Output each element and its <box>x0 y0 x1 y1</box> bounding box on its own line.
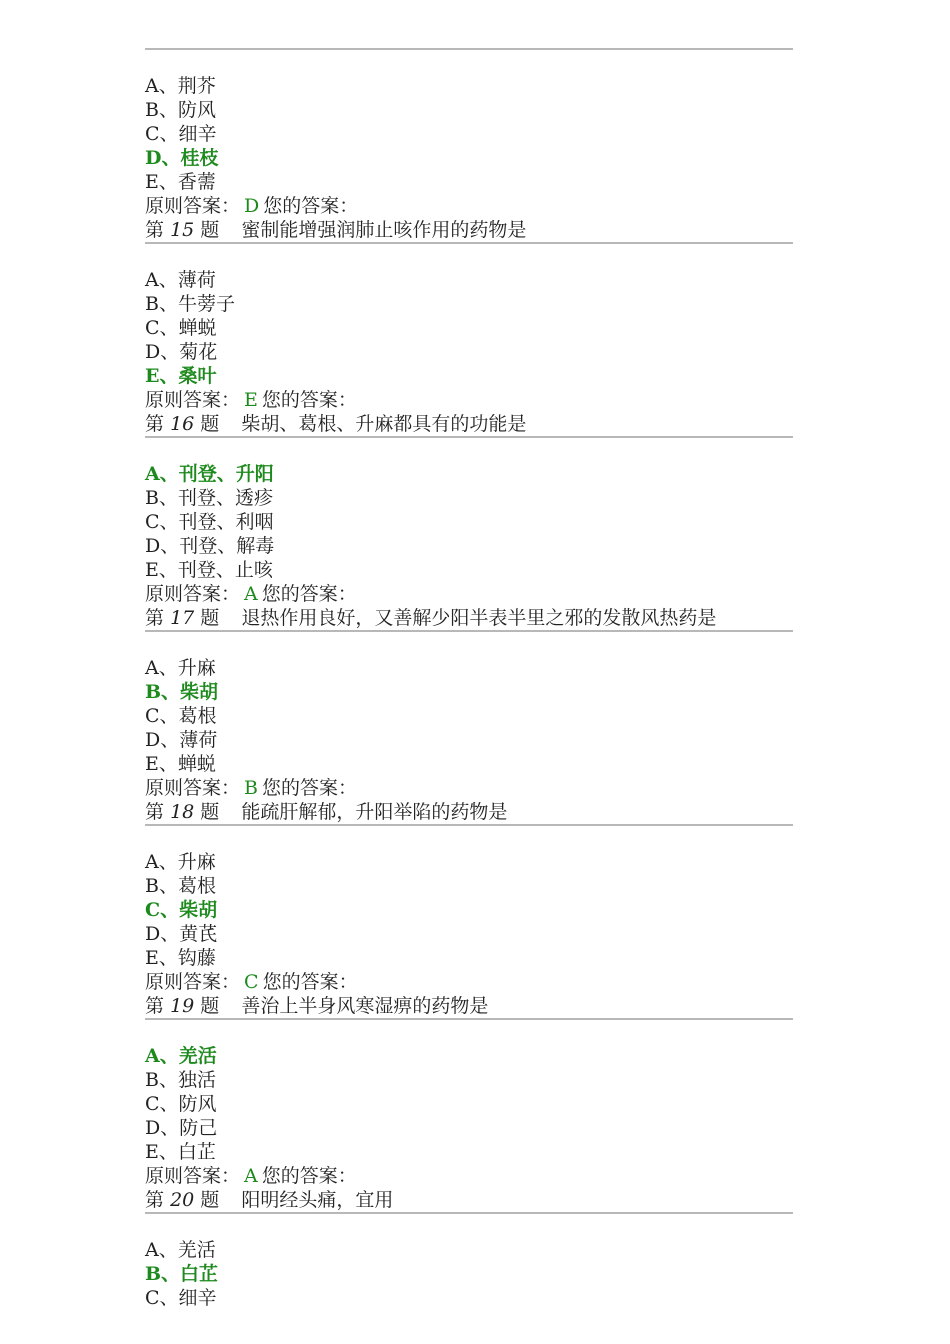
your-answer-label: 您的答案： <box>261 777 357 799</box>
option: C、防风 <box>145 1093 217 1115</box>
question-number: 19 <box>170 995 195 1017</box>
option-correct: B、柴胡 <box>145 681 219 703</box>
section-gap <box>145 826 793 850</box>
question-text: 善治上半身风寒湿痹的药物是 <box>241 995 489 1017</box>
option: D、薄荷 <box>145 729 218 751</box>
standard-answer-label: 原则答案： <box>145 389 241 411</box>
answer-line <box>145 776 793 800</box>
option: B、独活 <box>145 1069 216 1091</box>
option: A、薄荷 <box>145 269 216 291</box>
option: A、升麻 <box>145 657 216 679</box>
standard-answer-label: 原则答案： <box>145 1165 241 1187</box>
your-answer-label: 您的答案： <box>261 389 357 411</box>
option: C、葛根 <box>145 705 217 727</box>
question-prefix: 第 <box>145 801 165 823</box>
your-answer-label: 您的答案： <box>263 195 359 217</box>
section-gap <box>145 50 793 74</box>
your-answer-label: 您的答案： <box>261 583 357 605</box>
option: B、葛根 <box>145 875 216 897</box>
question-line <box>145 606 793 630</box>
standard-answer-label: 原则答案： <box>145 583 241 605</box>
option: D、刊登、解毒 <box>145 535 275 557</box>
option: C、刊登、利咽 <box>145 511 274 533</box>
question-line <box>145 994 793 1018</box>
standard-answer-value: B <box>244 777 258 799</box>
section-gap <box>145 438 793 462</box>
question-text: 蜜制能增强润肺止咳作用的药物是 <box>241 219 527 241</box>
option: A、升麻 <box>145 851 216 873</box>
question-number: 16 <box>170 413 195 435</box>
question-text: 柴胡、葛根、升麻都具有的功能是 <box>241 413 527 435</box>
question-number: 17 <box>170 607 195 629</box>
question-suffix: 题 <box>200 801 220 823</box>
option: E、香薷 <box>145 171 216 193</box>
option: A、羌活 <box>145 1239 216 1261</box>
answer-line <box>145 388 793 412</box>
question-prefix: 第 <box>145 413 165 435</box>
question-prefix: 第 <box>145 995 165 1017</box>
your-answer-label: 您的答案： <box>261 1165 357 1187</box>
question-prefix: 第 <box>145 1189 165 1211</box>
option-correct: D、桂枝 <box>145 147 219 169</box>
question-number: 15 <box>170 219 195 241</box>
question-suffix: 题 <box>200 219 220 241</box>
standard-answer-label: 原则答案： <box>145 777 241 799</box>
question-line <box>145 218 793 242</box>
option: B、牛蒡子 <box>145 293 235 315</box>
exam-page <box>145 48 793 1310</box>
section-gap <box>145 632 793 656</box>
option: D、黄芪 <box>145 923 218 945</box>
option: E、白芷 <box>145 1141 216 1163</box>
option: A、荆芥 <box>145 75 216 97</box>
question-suffix: 题 <box>200 1189 220 1211</box>
question-prefix: 第 <box>145 219 165 241</box>
question-prefix: 第 <box>145 607 165 629</box>
option: C、蝉蜕 <box>145 317 217 339</box>
answer-line <box>145 194 793 218</box>
option-correct: B、白芷 <box>145 1263 219 1285</box>
answer-line <box>145 582 793 606</box>
question-number: 20 <box>170 1189 195 1211</box>
section-gap <box>145 1020 793 1044</box>
option: E、刊登、止咳 <box>145 559 273 581</box>
option: D、防己 <box>145 1117 218 1139</box>
option: E、蝉蜕 <box>145 753 216 775</box>
section-gap <box>145 1214 793 1238</box>
standard-answer-label: 原则答案： <box>145 971 241 993</box>
option: B、刊登、透疹 <box>145 487 273 509</box>
question-text: 能疏肝解郁，升阳举陷的药物是 <box>241 801 508 823</box>
standard-answer-value: A <box>244 583 258 605</box>
question-text: 退热作用良好，又善解少阳半表半里之邪的发散风热药是 <box>241 607 717 629</box>
standard-answer-value: E <box>244 389 258 411</box>
standard-answer-label: 原则答案： <box>145 195 241 217</box>
question-line <box>145 1188 793 1212</box>
standard-answer-value: A <box>244 1165 258 1187</box>
question-suffix: 题 <box>200 995 220 1017</box>
option-correct: A、刊登、升阳 <box>145 463 274 485</box>
option: E、钩藤 <box>145 947 216 969</box>
question-suffix: 题 <box>200 413 220 435</box>
question-number: 18 <box>170 801 195 823</box>
section-gap <box>145 244 793 268</box>
question-suffix: 题 <box>200 607 220 629</box>
option: C、细辛 <box>145 123 217 145</box>
option-correct: E、桑叶 <box>145 365 217 387</box>
your-answer-label: 您的答案： <box>262 971 358 993</box>
question-line <box>145 412 793 436</box>
option: D、菊花 <box>145 341 218 363</box>
option: C、细辛 <box>145 1287 217 1309</box>
option: B、防风 <box>145 99 216 121</box>
question-text: 阳明经头痛，宜用 <box>241 1189 394 1211</box>
standard-answer-value: D <box>244 195 260 217</box>
option-correct: A、羌活 <box>145 1045 217 1067</box>
standard-answer-value: C <box>244 971 259 993</box>
question-line <box>145 800 793 824</box>
option-correct: C、柴胡 <box>145 899 218 921</box>
answer-line <box>145 970 793 994</box>
answer-line <box>145 1164 793 1188</box>
